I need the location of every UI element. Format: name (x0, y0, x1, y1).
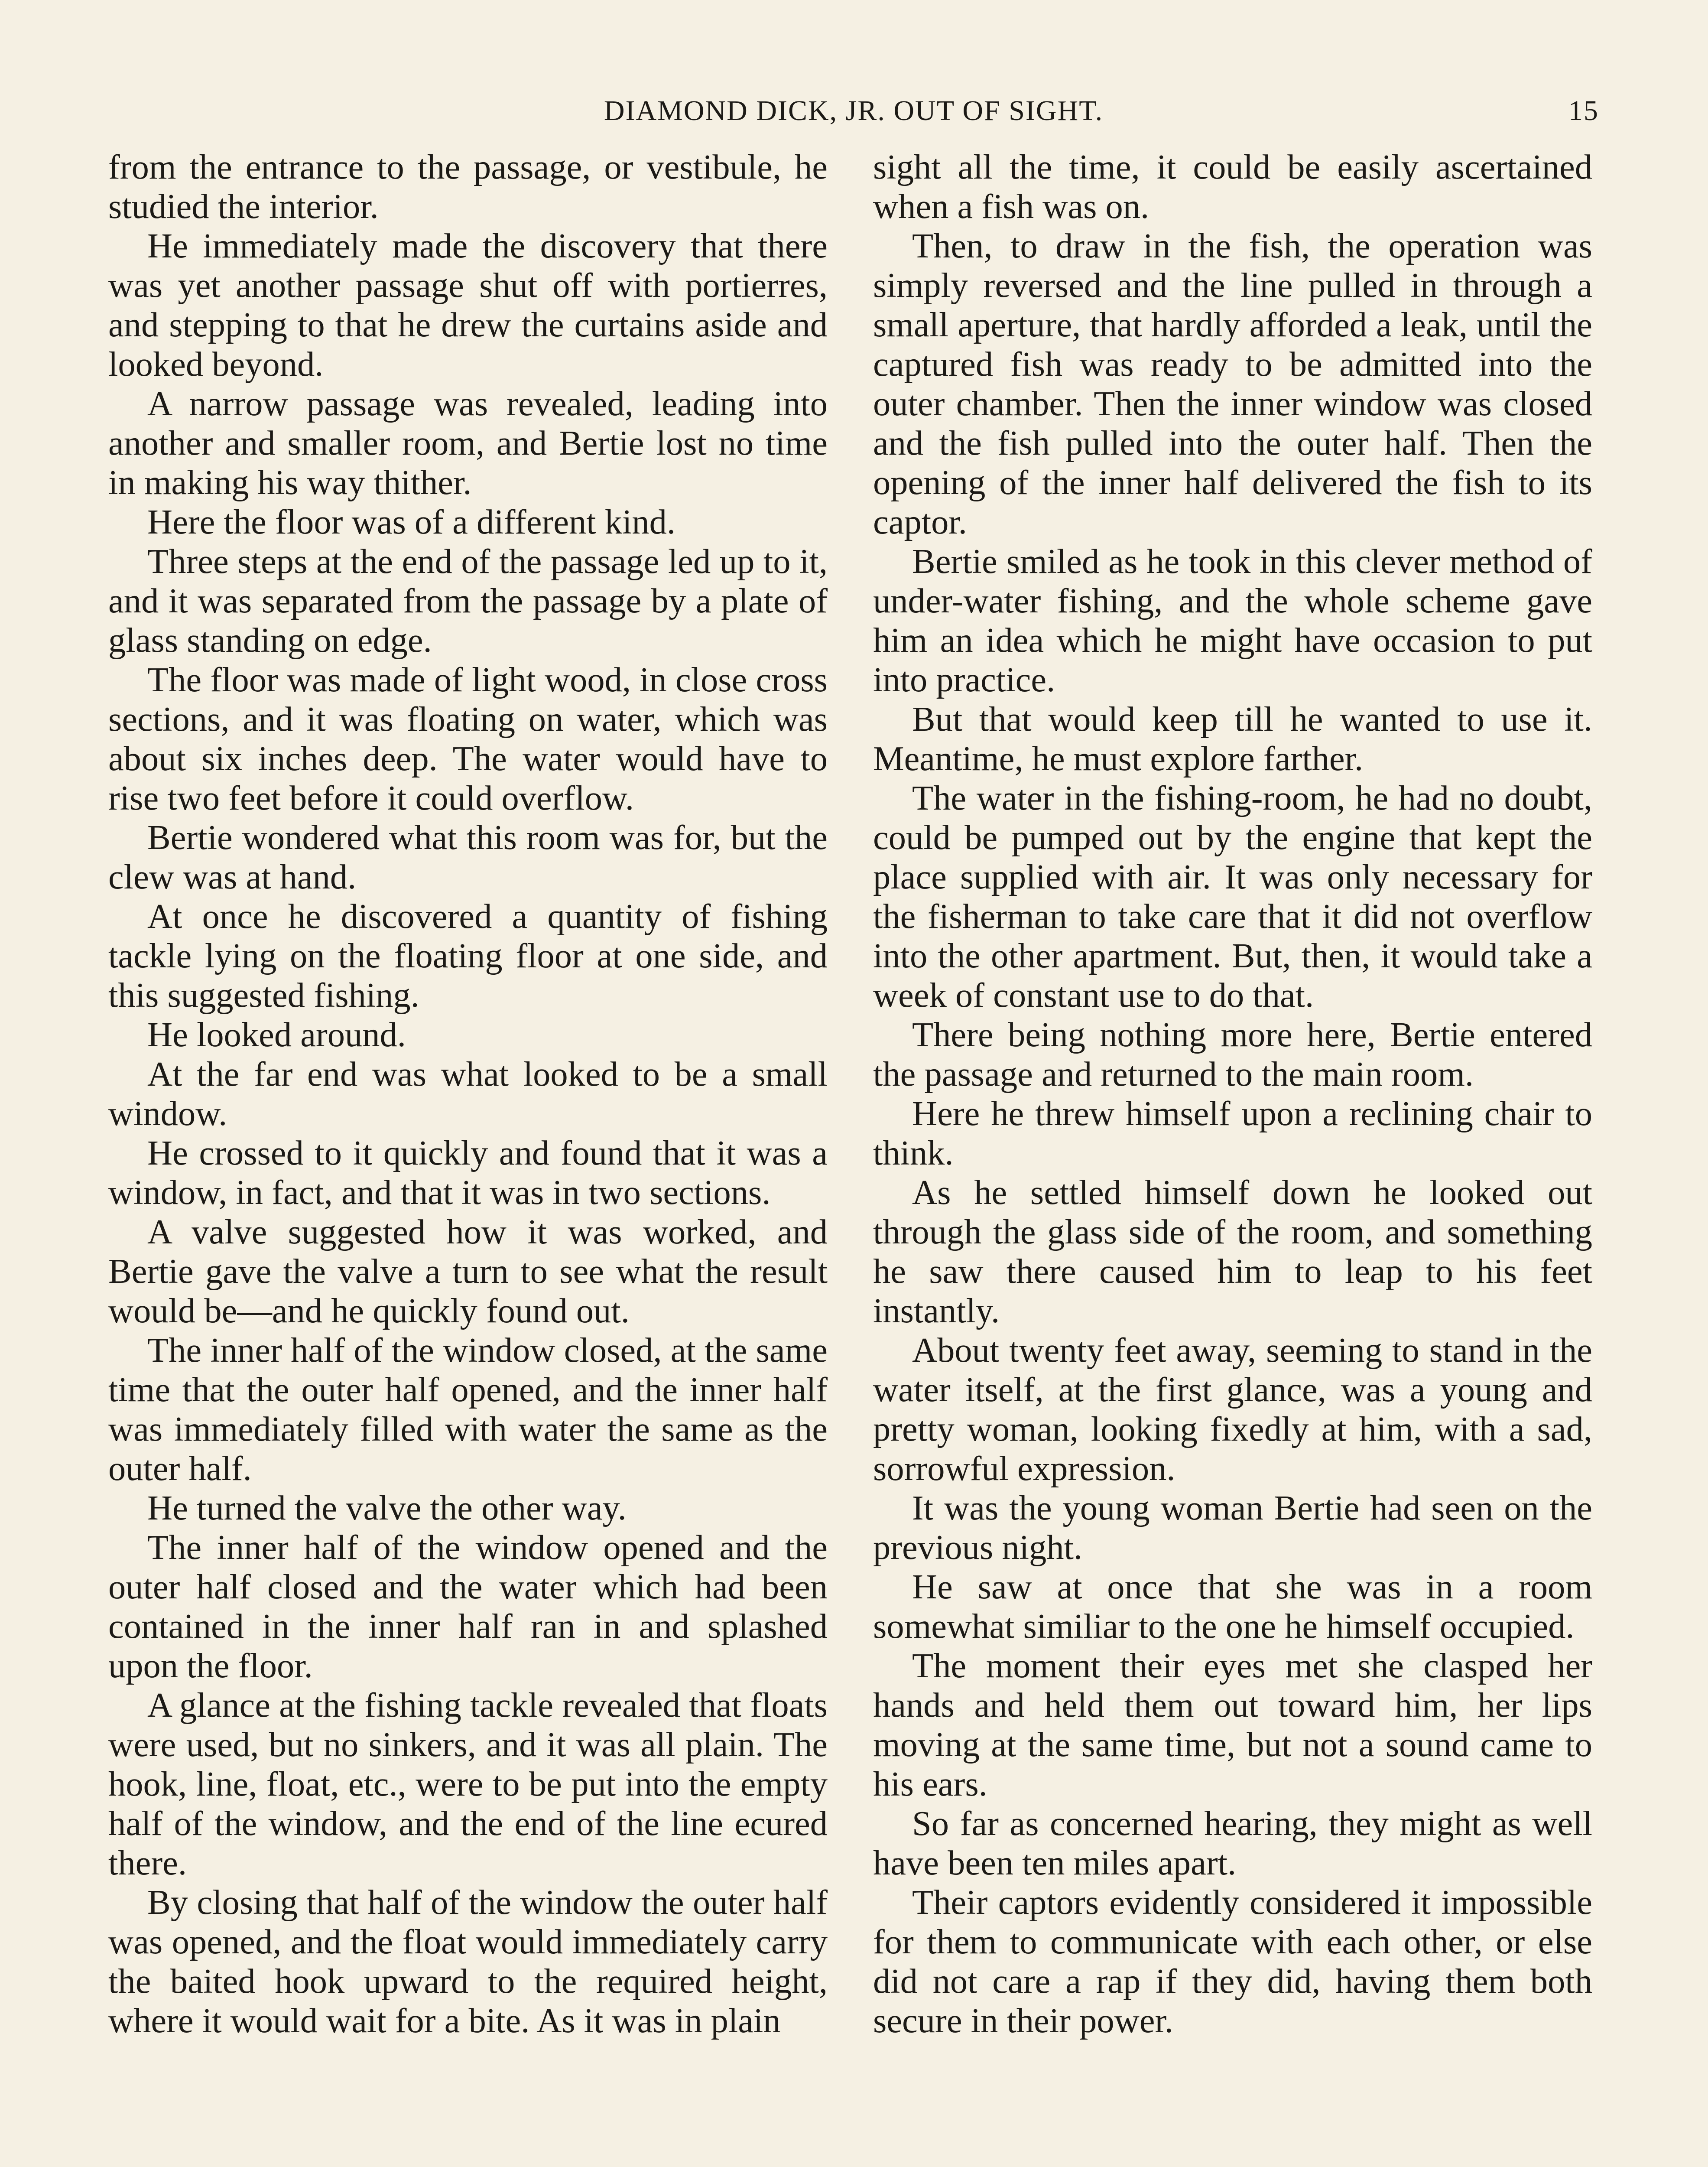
paragraph: About twenty feet away, seeming to stand in the water itself, at the first glance, was a young and pretty woman, looking fixedly at him, with a sad, sorrowful expression. (873, 1331, 1592, 1488)
paragraph: At the far end was what looked to be a small window. (108, 1055, 828, 1133)
paragraph: He saw at once that she was in a room somewhat similiar to the one he himself occupied. (873, 1568, 1592, 1646)
right-column (873, 147, 1592, 2167)
paragraph: He crossed to it quickly and found that it was a window, in fact, and that it was in two sections. (108, 1134, 828, 1212)
paragraph: Here he threw himself upon a reclining chair to think. (873, 1094, 1592, 1172)
paragraph: So far as concerned hearing, they might as well have been ten miles apart. (873, 1804, 1592, 1882)
paragraph: Here the floor was of a different kind. (147, 503, 675, 541)
paragraph: Bertie wondered what this room was for, but the clew was at hand. (108, 818, 828, 896)
paragraph: By closing that half of the window the outer half was opened, and the float would immediately carry the baited hook upward to the required height, where it would wait for a bite. As it was in plain (108, 1883, 828, 2040)
paragraph: A narrow passage was revealed, leading into another and smaller room, and Bertie lost no time in making his way thither. (108, 384, 828, 502)
paragraph: A valve suggested how it was worked, and Bertie gave the valve a turn to see what the result would be—and he quickly found out. (108, 1213, 828, 1330)
paragraph: A glance at the fishing tackle revealed that floats were used, but no sinkers, and it was all plain. The hook, line, float, etc., were to be put into the empty half of the window, and the end of the line ecured there. (108, 1686, 828, 1882)
paragraph: As he settled himself down he looked out through the glass side of the room, and something he saw there caused him to leap to his feet instantly. (873, 1173, 1592, 1330)
paragraph: There being nothing more here, Bertie entered the passage and returned to the main room. (873, 1015, 1592, 1093)
paragraph: Their captors evidently considered it impossible for them to communicate with each other, or else did not care a rap if they did, having them both secure in their power. (873, 1883, 1592, 2040)
left-column (108, 147, 828, 2167)
paragraph: It was the young woman Bertie had seen on the previous night. (873, 1489, 1592, 1567)
paragraph: But that would keep till he wanted to use it. Meantime, he must explore farther. (873, 700, 1592, 778)
paragraph: Three steps at the end of the passage led up to it, and it was separated from the passage by a plate of glass standing on edge. (108, 542, 828, 660)
paragraph: Bertie smiled as he took in this clever method of under-water fishing, and the whole scheme gave him an idea which he might have occasion to put into practice. (873, 542, 1592, 699)
paragraph: The inner half of the window closed, at the same time that the outer half opened, and the inner half was immediately filled with water the same as the outer half. (108, 1331, 828, 1488)
paragraph: He immediately made the discovery that there was yet another passage shut off with portierres, and stepping to that he drew the curtains aside and looked beyond. (108, 227, 828, 384)
paragraph: He looked around. (147, 1015, 406, 1054)
running-head-title: DIAMOND DICK, JR. OUT OF SIGHT. (604, 95, 1104, 127)
paragraph: The moment their eyes met she clasped her hands and held them out toward him, her lips moving at the same time, but not a sound came to his ears. (873, 1646, 1592, 1803)
paragraph: from the entrance to the passage, or vestibule, he studied the interior. (108, 148, 828, 226)
paragraph: At once he discovered a quantity of fishing tackle lying on the floating floor at one side, and this suggested fishing. (108, 897, 828, 1015)
paragraph: The inner half of the window opened and the outer half closed and the water which had been contained in the inner half ran in and splashed upon the floor. (108, 1528, 828, 1685)
paragraph: sight all the time, it could be easily ascertained when a fish was on. (873, 148, 1592, 226)
running-head (108, 94, 1599, 133)
paragraph: He turned the valve the other way. (147, 1489, 627, 1527)
paragraph: The water in the fishing-room, he had no doubt, could be pumped out by the engine that kept the place supplied with air. It was only necessary for the fisherman to take care that it did not overflow into the other apartment. But, then, it would take a week of constant use to do that. (873, 779, 1592, 1015)
paragraph: Then, to draw in the fish, the operation was simply reversed and the line pulled in through a small aperture, that hardly afforded a leak, until the captured fish was ready to be admitted into the outer chamber. Then the inner window was closed and the fish pulled into the outer half. Then the opening of the inner half delivered the fish to its captor. (873, 227, 1592, 541)
paragraph: The floor was made of light wood, in close cross sections, and it was floating on water, which was about six inches deep. The water would have to rise two feet before it could overflow. (108, 661, 828, 817)
page-number: 15 (1568, 95, 1599, 127)
